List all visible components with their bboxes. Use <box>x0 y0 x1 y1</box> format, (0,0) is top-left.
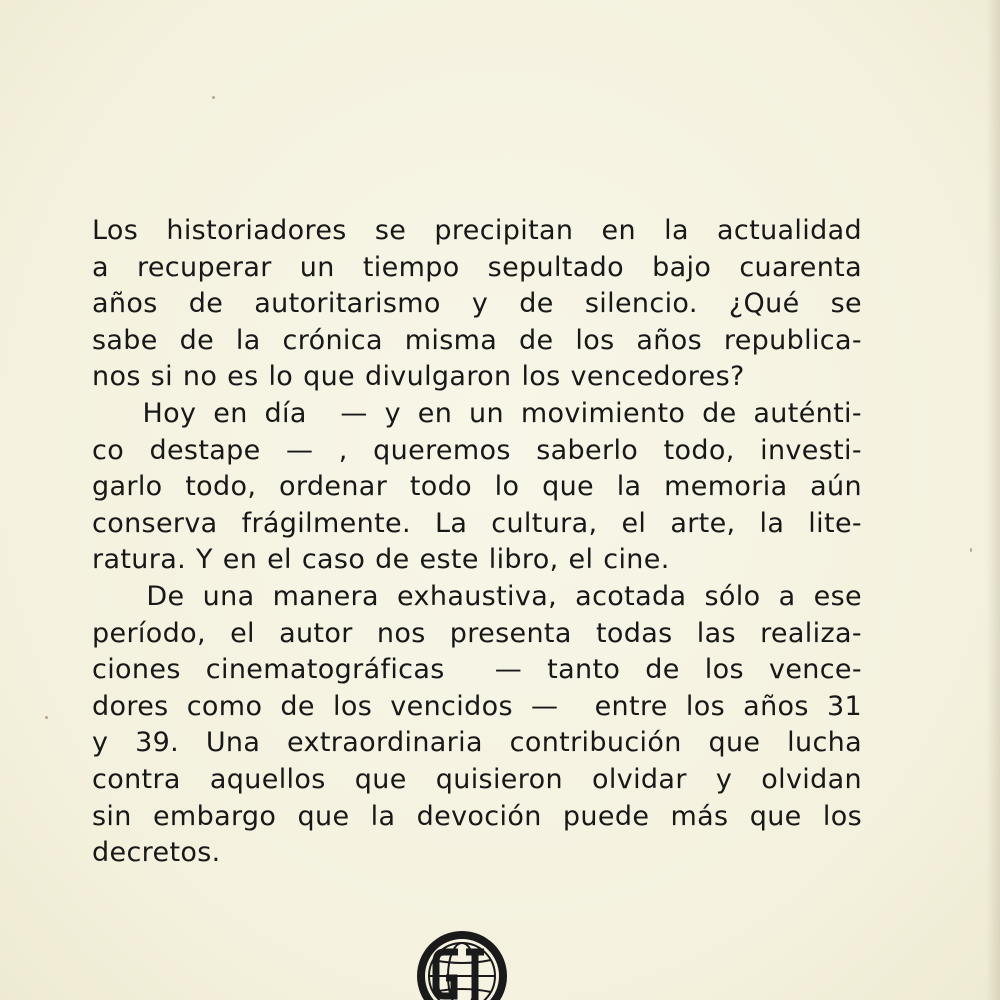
text-line: período, el autor nos presenta todas las realiza- <box>92 617 862 649</box>
text-line: a recuperar un tiempo sepultado bajo cuarenta <box>92 251 862 283</box>
text-line: sin embargo que la devoción puede más que los <box>92 800 862 832</box>
text-line: años de autoritarismo y de silencio. ¿Qué se <box>92 288 862 320</box>
paper-speck <box>212 96 215 99</box>
paragraph-2 <box>92 396 862 579</box>
text-line: nos si no es lo que divulgaron los vencedores? <box>92 361 745 393</box>
text-line: sabe de la crónica misma de los años republica- <box>92 324 862 356</box>
text-line: Los historiadores se precipitan en la actualidad <box>92 215 862 246</box>
text-line: contra aquellos que quisieron olvidar y olvidan <box>92 763 862 795</box>
text-line: conserva frágilmente. La cultura, el arte, la lite- <box>92 507 862 539</box>
back-cover-blurb <box>92 213 862 872</box>
paragraph-1 <box>92 213 862 396</box>
globe-monogram-logo-icon <box>414 928 510 1000</box>
paragraph-3 <box>92 579 862 872</box>
text-line: co destape — , queremos saberlo todo, investi- <box>92 434 862 466</box>
text-line: decretos. <box>92 837 221 869</box>
paper-speck <box>970 548 972 552</box>
text-line: De una manera exhaustiva, acotada sólo a ese <box>92 580 862 612</box>
paper-speck <box>45 716 48 719</box>
text-line: ciones cinematográficas — tanto de los vence- <box>92 654 862 686</box>
text-line: y 39. Una extraordinaria contribución que lucha <box>92 727 862 759</box>
text-line: dores como de los vencidos — entre los años 31 <box>92 690 862 722</box>
page-edge-shadow <box>986 0 1000 1000</box>
text-line: garlo todo, ordenar todo lo que la memoria aún <box>92 471 862 503</box>
text-line: Hoy en día — y en un movimiento de auténti- <box>92 397 862 429</box>
text-line: ratura. Y en el caso de este libro, el cine. <box>92 544 670 576</box>
